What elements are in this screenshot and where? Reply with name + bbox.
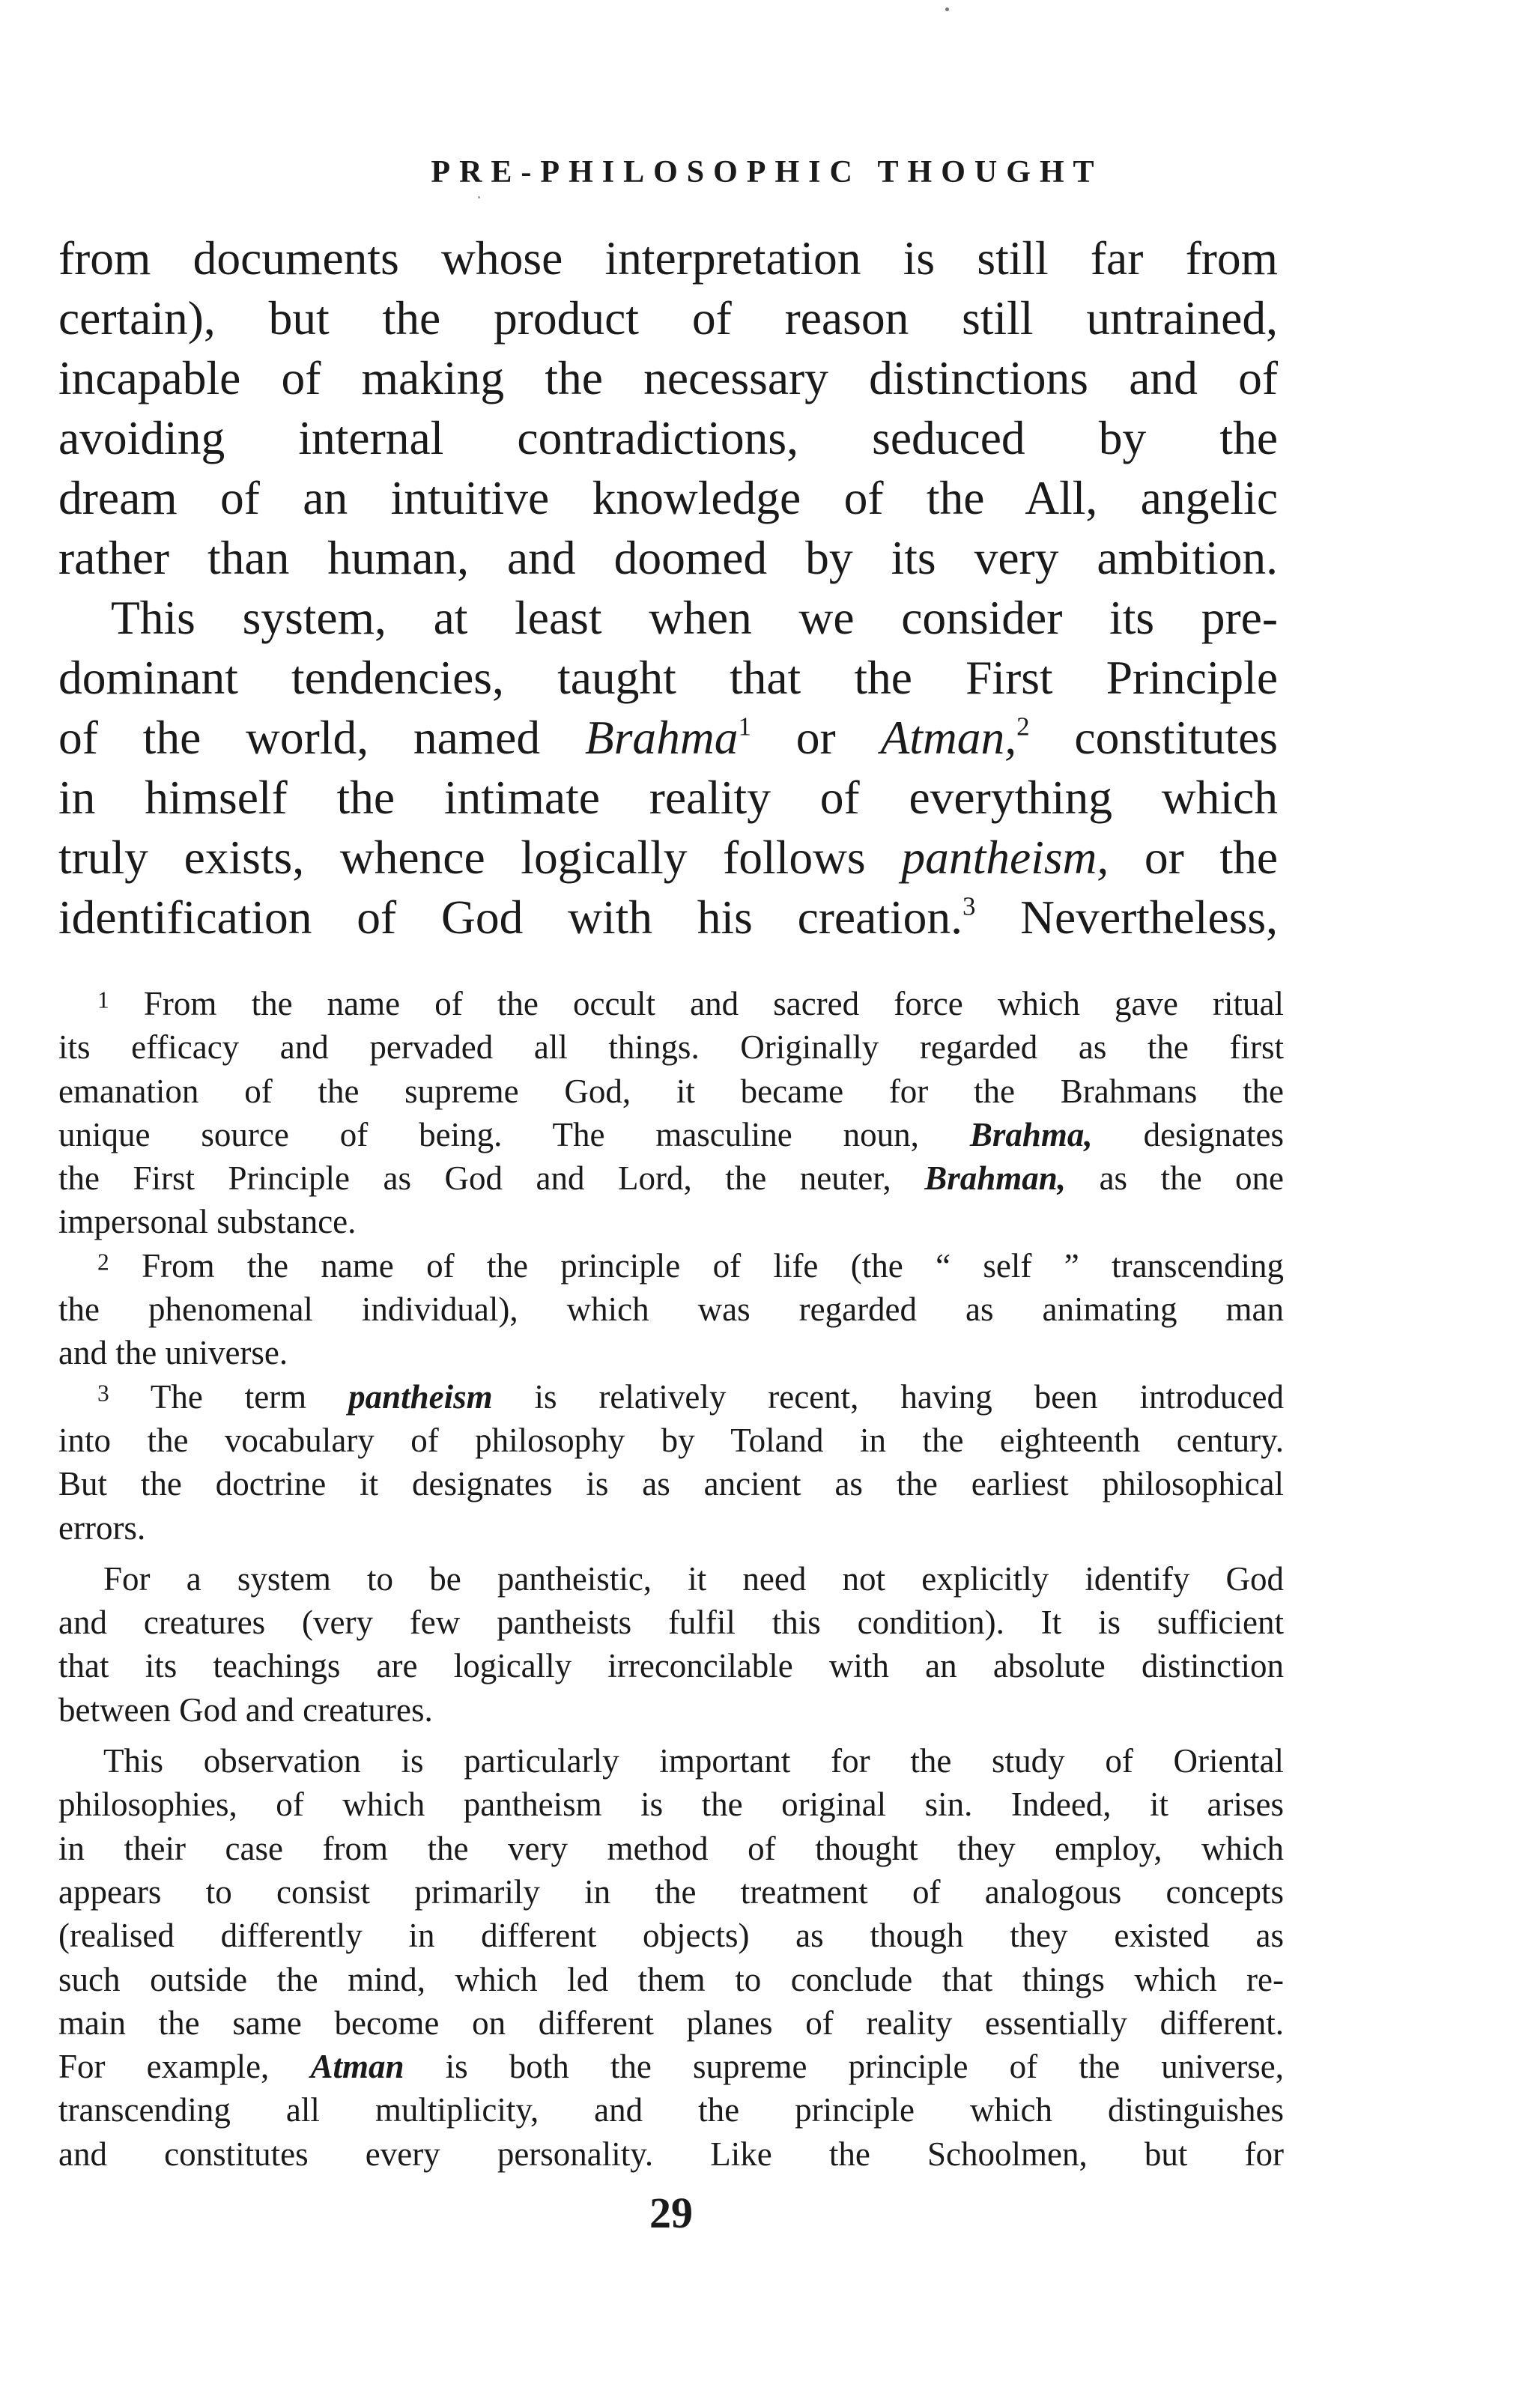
footnote-ref-1[interactable]: 1 [738, 712, 751, 741]
footnote-line: in their case from the very method of thought they employ, which [58, 1829, 1284, 1867]
term-atman: Atman, [880, 711, 1017, 764]
footnote-mark-1: 1 [97, 986, 109, 1013]
text-segment: From the name of the occult and sacred force which gave ritual [143, 985, 1285, 1022]
footnote-line: and creatures (very few pantheists fulfil this condition). It is sufficient [58, 1604, 1284, 1642]
term-brahman: Brahman, [924, 1159, 1067, 1198]
text-segment: Nevertheless, [1020, 891, 1278, 944]
footnote-line [58, 1244, 1284, 1288]
footnote-line [58, 1375, 1284, 1419]
term-pantheism: pantheism [348, 1377, 493, 1416]
text-segment: unique source of being. The masculine noun, [58, 1115, 919, 1153]
text-line: from documents whose interpretation is still far from [58, 231, 1278, 285]
text-line: in himself the intimate reality of everything which [58, 771, 1278, 824]
footnote-line: For a system to be pantheistic, it need not explicitly identify God [103, 1559, 1284, 1598]
text-segment: From the name of the principle of life (the “ self ” transcending [142, 1246, 1284, 1285]
term-pantheism: pantheism, [901, 831, 1109, 884]
running-head: PRE-PHILOSOPHIC THOUGHT [431, 155, 1103, 189]
print-speck [945, 7, 949, 11]
footnote-line: impersonal substance. [58, 1203, 357, 1241]
footnote-line: (realised differently in different objects) as though they existed as [58, 1917, 1284, 1955]
text-segment: or the [1144, 831, 1279, 884]
footnote-line: between God and creatures. [58, 1690, 433, 1729]
text-line: dominant tendencies, taught that the First Principle [58, 651, 1278, 704]
text-line: incapable of making the necessary distinctions and of [58, 351, 1278, 404]
footnote-line: But the doctrine it designates is as ancient as the earliest philosophical [58, 1465, 1284, 1503]
footnote-line: into the vocabulary of philosophy by Toland in the eighteenth century. [58, 1421, 1284, 1459]
footnote-line: This observation is particularly important for the study of Oriental [103, 1742, 1284, 1780]
footnote-mark-3: 3 [97, 1380, 109, 1407]
footnote-line: philosophies, of which pantheism is the original sin. Indeed, it arises [58, 1786, 1284, 1824]
footnote-line: its efficacy and pervaded all things. Originally regarded as the first [58, 1028, 1284, 1067]
footnote-line: that its teachings are logically irreconcilable with an absolute distinction [58, 1647, 1284, 1685]
main-text [58, 228, 1278, 947]
text-segment: is both the supreme principle of the universe, [445, 2048, 1284, 2086]
text-segment: as the one [1099, 1159, 1285, 1198]
footnote-ref-2[interactable]: 2 [1016, 712, 1030, 741]
text-segment: constitutes [1074, 711, 1279, 764]
text-segment: truly exists, whence logically follows [58, 831, 866, 884]
text-segment: The term [150, 1377, 307, 1416]
text-segment: of the world, named [58, 711, 541, 764]
footnote-line: such outside the mind, which led them to conclude that things which re- [58, 1960, 1284, 1998]
footnote-line: transcending all multiplicity, and the principle which distinguishes [58, 2091, 1284, 2129]
footnote-line: emanation of the supreme God, it became for the Brahmans the [58, 1072, 1284, 1110]
text-line [58, 708, 1278, 768]
footnote-line: main the same become on different planes of reality essentially different. [58, 2004, 1284, 2042]
text-segment: designates [1143, 1115, 1285, 1153]
footnote-line [58, 2045, 1284, 2088]
footnote-mark-2: 2 [97, 1249, 109, 1276]
text-segment: or [795, 711, 836, 764]
text-segment: the First Principle as God and Lord, the neuter, [58, 1159, 891, 1198]
footnote-line: appears to consist primarily in the treatment of analogous concepts [58, 1872, 1284, 1911]
text-segment: identification of God with his creation. [58, 891, 962, 944]
footnote-ref-3[interactable]: 3 [962, 891, 976, 921]
text-segment: is relatively recent, having been introduced [534, 1377, 1284, 1416]
text-line: rather than human, and doomed by its very ambition. [58, 531, 1278, 584]
print-speck [478, 196, 480, 198]
footnote-line [58, 982, 1284, 1025]
paragraph-gap [58, 1732, 1284, 1739]
text-line [58, 828, 1278, 888]
footnote-line [58, 1156, 1284, 1200]
footnote-line: and constitutes every personality. Like the Schoolmen, but for [58, 2135, 1284, 2173]
footnotes [58, 982, 1284, 2176]
page-number: 29 [649, 2189, 693, 2237]
term-atman: Atman [310, 2048, 404, 2086]
footnote-line [58, 1113, 1284, 1156]
footnote-line: and the universe. [58, 1334, 288, 1372]
paragraph-gap [58, 1550, 1284, 1557]
text-segment: For example, [58, 2048, 270, 2086]
text-line: This system, at least when we consider its pre- [111, 591, 1278, 644]
footnote-line: the phenomenal individual), which was regarded as animating man [58, 1291, 1284, 1329]
text-line [58, 888, 1278, 947]
text-line: certain), but the product of reason still untrained, [58, 291, 1278, 345]
footnote-line: errors. [58, 1508, 146, 1547]
term-brahma: Brahma [584, 711, 739, 764]
text-line: avoiding internal contradictions, seduced by the [58, 411, 1278, 464]
term-brahma: Brahma, [969, 1115, 1093, 1153]
text-line: dream of an intuitive knowledge of the All, angelic [58, 471, 1278, 524]
